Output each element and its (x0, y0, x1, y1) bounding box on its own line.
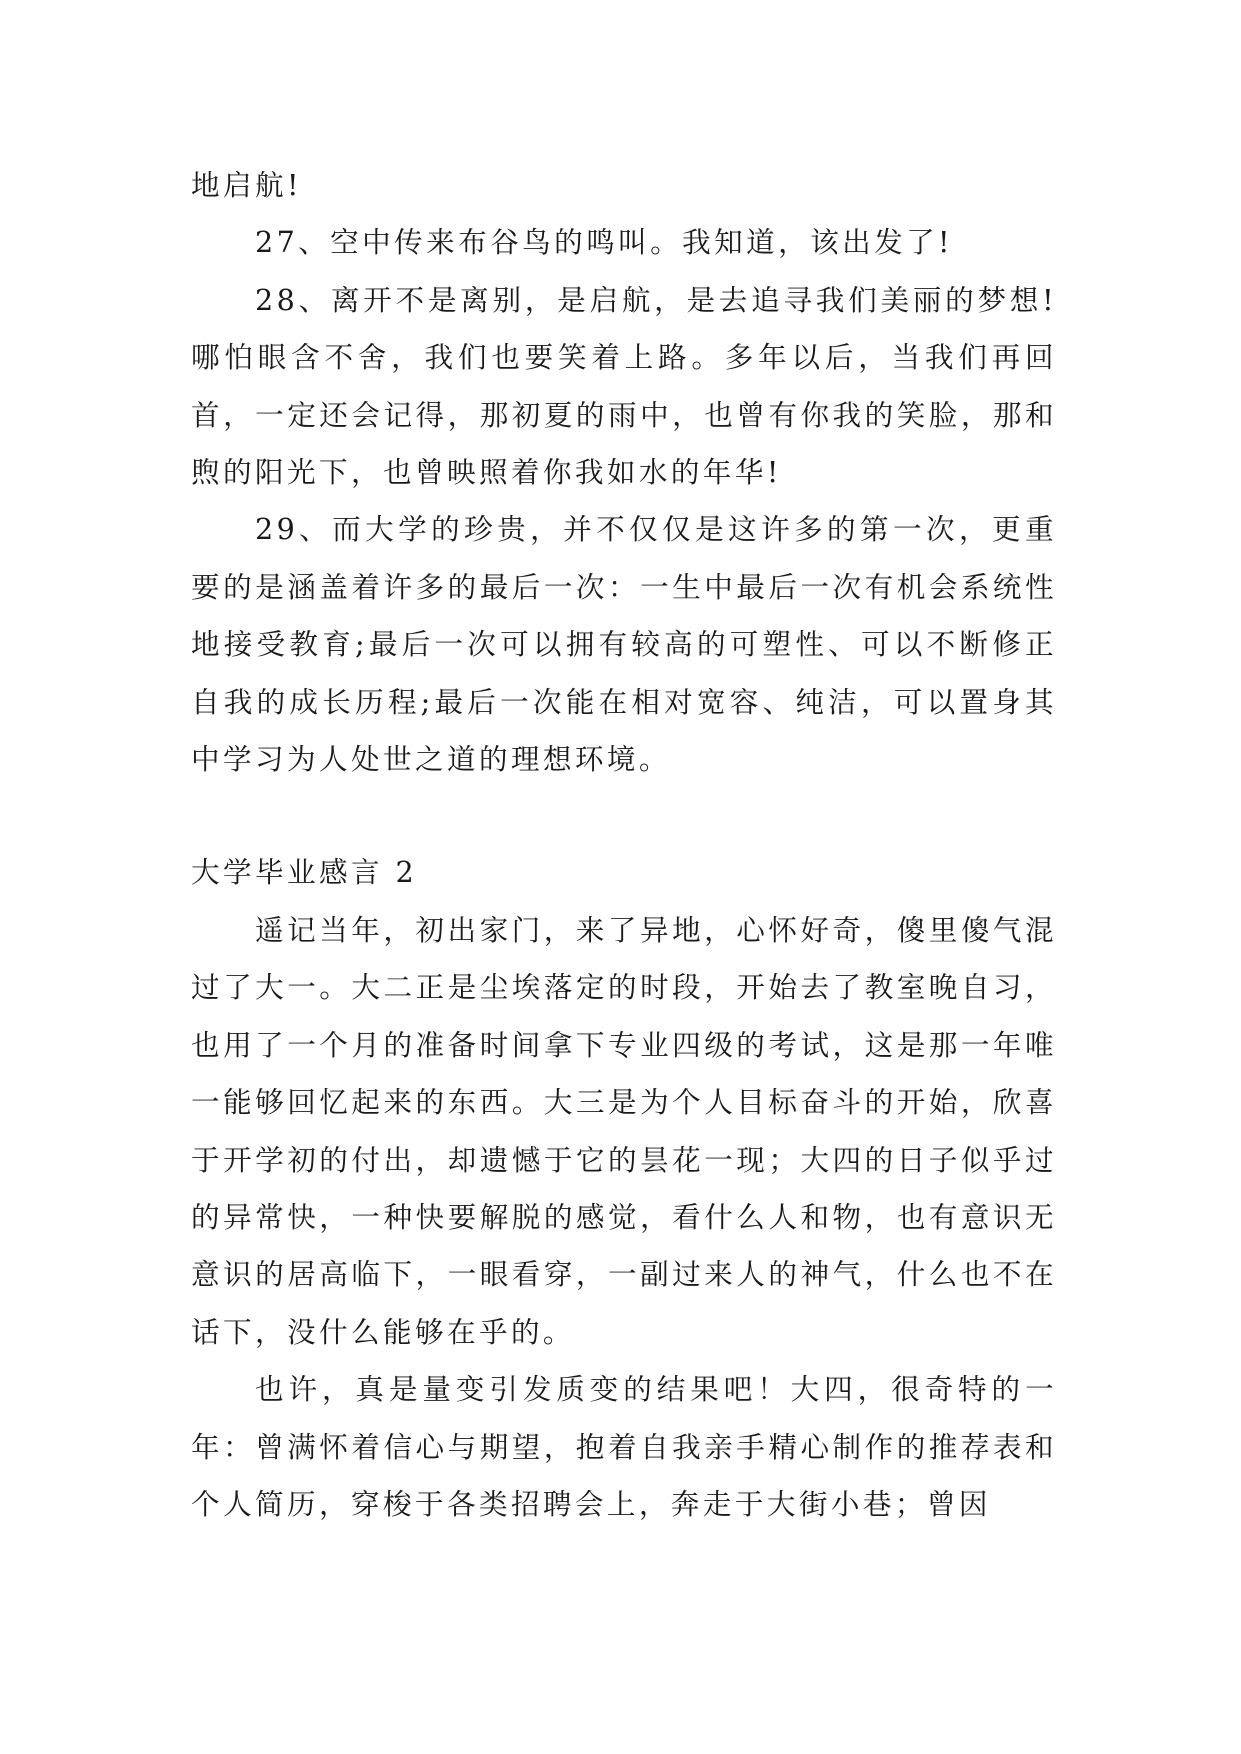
paragraph-recollection: 遥记当年，初出家门，来了异地，心怀好奇，傻里傻气混过了大一。大二正是尘埃落定的时段，开始去了教室晚自习，也用了一个月的准备时间拿下专业四级的考试，这是那一年唯一能够回忆起来的东西。大三是为个人目标奋斗的开始，欣喜于开学初的付出，却遗憾于它的昙花一现；大四的日子似乎过的异常快，一种快要解脱的感觉，看什么人和物，也有意识无意识的居高临下，一眼看穿，一副过来人的神气，什么也不在话下，没什么能够在乎的。 (191, 912, 1057, 1349)
paragraph-item-29: 29、而大学的珍贵，并不仅仅是这许多的第一次，更重要的是涵盖着许多的最后一次：一生中最后一次有机会系统性地接受教育;最后一次可以拥有较高的可塑性、可以不断修正自我的成长历程;最后一次能在相对宽容、纯洁，可以置身其中学习为人处世之道的理想环境。 (191, 512, 1057, 777)
paragraph-item-28: 28、离开不是离别，是启航，是去追寻我们美丽的梦想!哪怕眼含不舍，我们也要笑着上路。多年以后，当我们再回首，一定还会记得，那初夏的雨中，也曾有你我的笑脸，那和煦的阳光下，也曾映照着你我如水的年华! (191, 282, 1057, 490)
paragraph-senior-year: 也许，真是量变引发质变的结果吧！大四，很奇特的一年：曾满怀着信心与期望，抱着自我亲手精心制作的推荐表和个人简历，穿梭于各类招聘会上，奔走于大街小巷；曾因 (191, 1372, 1057, 1521)
paragraph-continuation: 地启航! (191, 168, 302, 202)
paragraph-item-27: 27、空中传来布谷鸟的鸣叫。我知道，该出发了! (255, 225, 953, 260)
document-body (191, 157, 1057, 1533)
section-title: 大学毕业感言 2 (191, 855, 418, 890)
